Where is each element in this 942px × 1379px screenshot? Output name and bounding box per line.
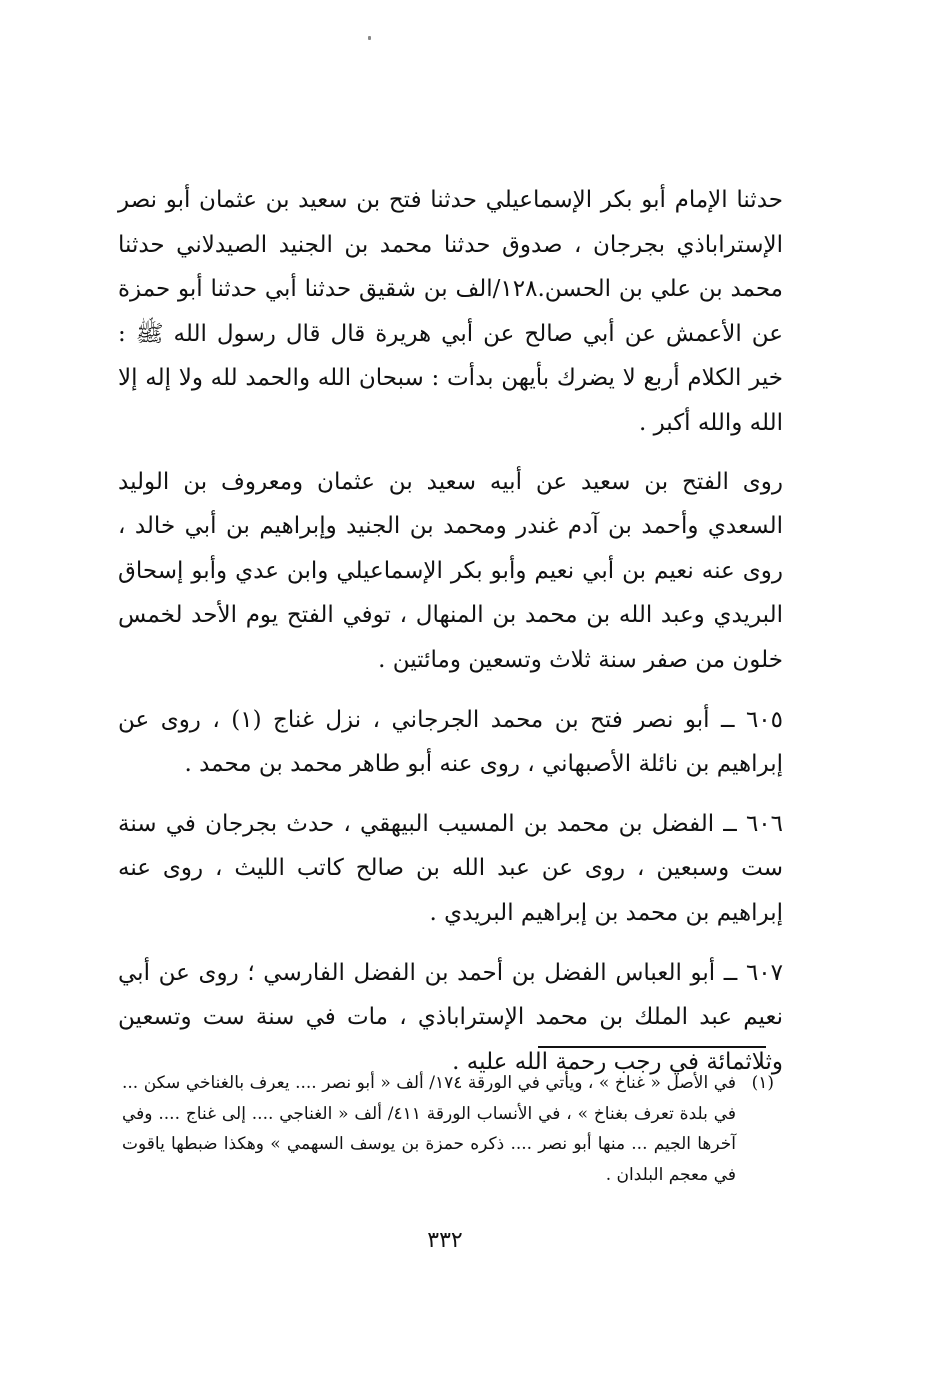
- footnote: [122, 1068, 774, 1190]
- footnote-divider: [538, 1046, 766, 1048]
- paragraph-fath-biography: روى الفتح بن سعيد عن أبيه سعيد بن عثمان ومعروف بن الوليد السعدي وأحمد بن آدم غندر ومحمد بن الجنيد وإبراهيم بن أبي خالد ، روى عنه نعيم بن أبي نعيم وأبو بكر الإسماعيلي وابن عدي وأبو إسحاق البريدي وعبد الله بن محمد بن المنهال ، توفي الفتح يوم الأحد لخمس خلون من صفر سنة ثلاث وتسعين ومائتين .: [118, 468, 783, 673]
- entry-606: ٦٠٦ ــ الفضل بن محمد بن المسيب البيهقي ، حدث بجرجان في سنة ست وسبعين ، روى عن عبد الله بن صالح كاتب الليث ، روى عنه إبراهيم بن محمد بن إبراهيم البريدي .: [118, 810, 783, 926]
- footnote-text: في الأصل « غناخ » ، ويأتي في الورقة ١٧٤/ ألف « أبو نصر .... يعرف بالغناخي سكن ... في بلدة تعرف بغناخ » ، في الأنساب الورقة ٤١١/ ألف « الغناجي .... إلى غناج .... وفي آخرها الجيم ... منها أبو نصر .... ذكره حمزة بن يوسف السهمي » وهكذا ضبطها ياقوت في معجم البلدان .: [122, 1073, 737, 1185]
- paragraph-hadith: حدثنا الإمام أبو بكر الإسماعيلي حدثنا فتح بن سعيد بن عثمان أبو نصر الإستراباذي بجرجان ، صدوق حدثنا محمد بن الجنيد الصيدلاني حدثنا محمد بن علي بن الحسن.١٢٨/الف بن شقيق حدثنا أبي حدثنا أبو حمزة عن الأعمش عن أبي صالح عن أبي هريرة قال قال رسول الله ﷺ : خير الكلام أربع لا يضرك بأيهن بدأت : سبحان الله والحمد لله ولا إله إلا الله والله أكبر .: [118, 187, 783, 436]
- scan-speck: [368, 36, 371, 40]
- main-text-block: [118, 178, 783, 1099]
- page-number: ٣٣٢: [427, 1228, 463, 1253]
- entry-607: ٦٠٧ ــ أبو العباس الفضل بن أحمد بن الفضل الفارسي ؛ روى عن أبي نعيم عبد الملك بن محمد الإستراباذي ، مات في سنة ست وتسعين وثلاثمائة في رجب رحمة الله عليه .: [118, 959, 783, 1075]
- entry-605: ٦٠٥ ــ أبو نصر فتح بن محمد الجرجاني ، نزل غناج (١) ، روى عن إبراهيم بن نائلة الأصبهاني ، روى عنه أبو طاهر محمد بن محمد .: [118, 706, 783, 778]
- footnote-marker: (١): [751, 1073, 774, 1093]
